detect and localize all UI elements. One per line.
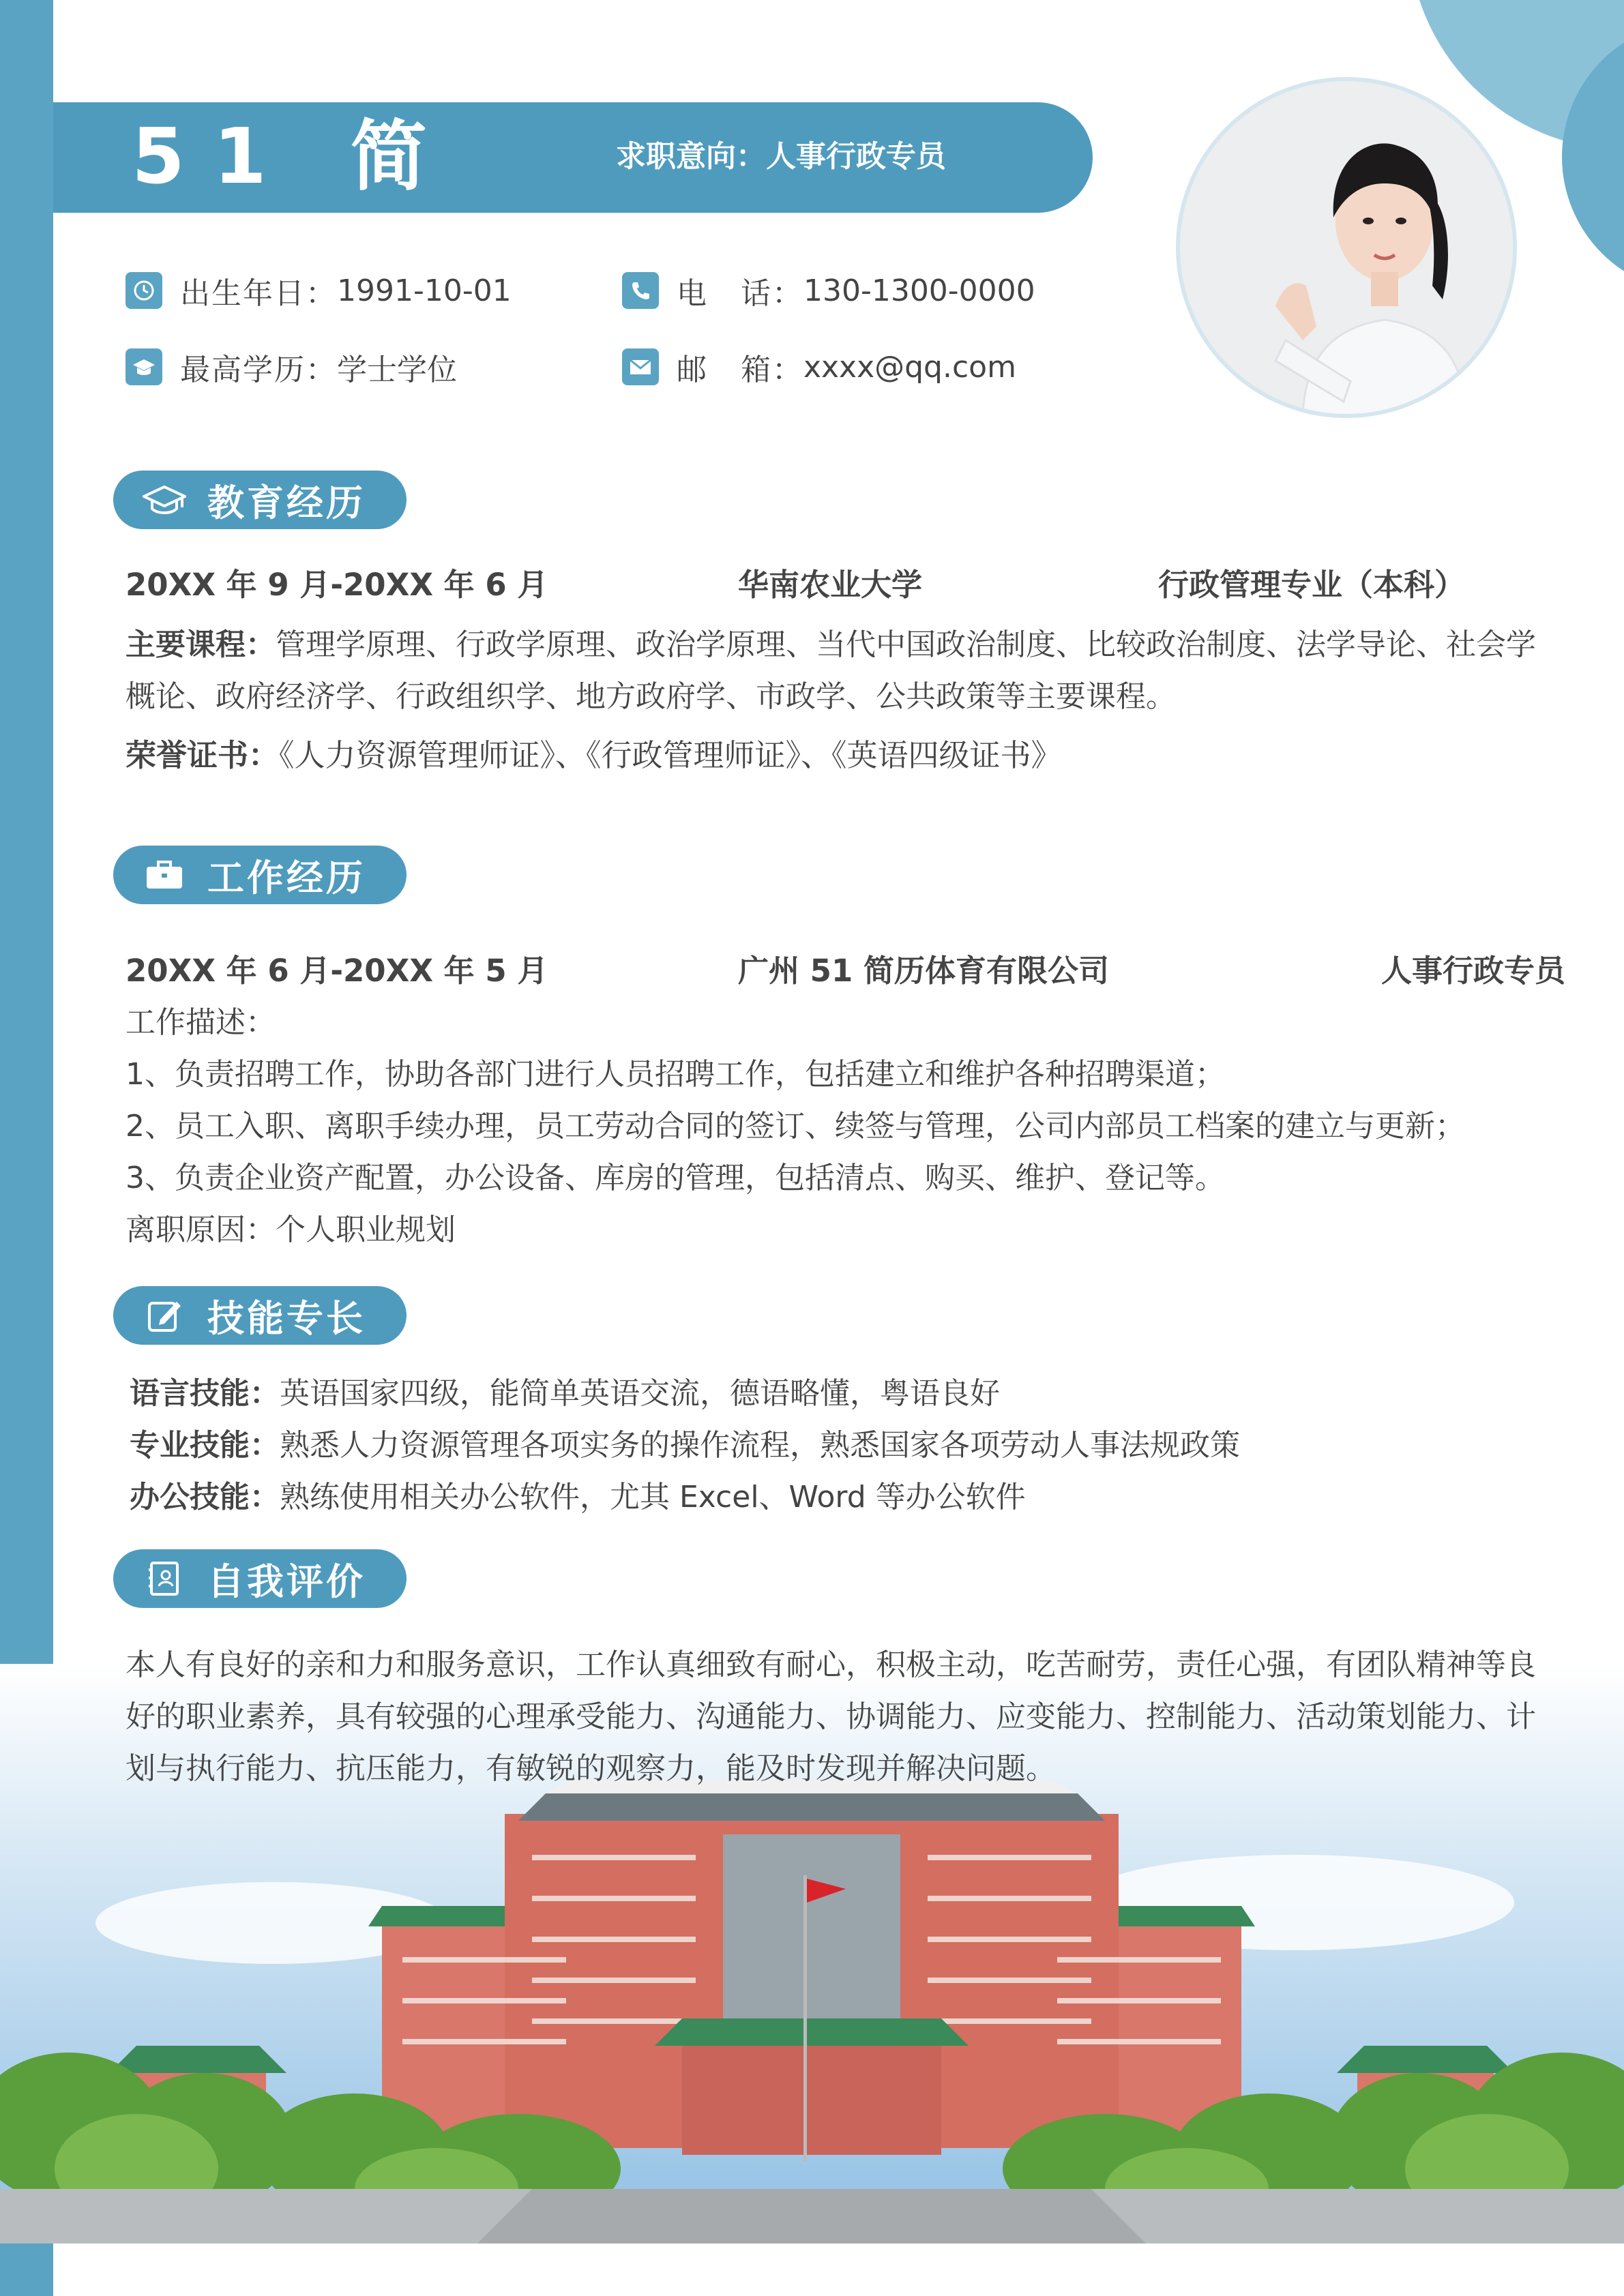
leave-reason: 离职原因：个人职业规划 [126,1212,456,1247]
skill-item [130,1420,1548,1472]
birth-label: 出生年日： [180,276,337,311]
work-item: 3、负责企业资产配置，办公设备、库房的管理，包括清点、购买、维护、登记等。 [126,1161,1225,1195]
birth-value: 1991-10-01 [337,273,512,308]
email-label: 邮 箱： [677,353,803,387]
work-company: 广州 51 简历体育有限公司 [738,953,1109,989]
mail-icon [622,348,659,385]
section-title: 教育经历 [207,481,366,524]
briefcase-icon [141,854,188,895]
phone-icon [622,272,659,309]
avatar [1176,77,1517,418]
section-education-header [113,471,407,529]
education-honors [126,734,1062,777]
skill-text: 英语国家四级，能简单英语交流，德语略懂，粤语良好 [280,1376,1000,1411]
person-photo-icon [1180,81,1517,418]
job-intent: 求职意向：人事行政专员 [616,139,946,174]
self-eval-line: 好的职业素养，具有较强的心理承受能力、沟通能力、协调能力、应变能力、控制能力、活动策划能力、计 [126,1699,1536,1734]
courses-label: 主要课程： [126,627,276,662]
skill-text: 熟练使用相关办公软件，尤其 Excel、Word 等办公软件 [280,1480,1026,1515]
section-skills-header [113,1286,407,1345]
degree-info [126,346,457,387]
work-period: 20XX 年 6 月-20XX 年 5 月 [126,953,548,989]
graduation-cap-icon [141,479,188,520]
email-info [622,346,1016,387]
education-school: 华南农业大学 [738,567,923,603]
education-courses [126,619,1544,723]
self-evaluation-text [126,1639,1544,1795]
self-eval-line: 划与执行能力、抗压能力，有敏锐的观察力，能及时发现并解决问题。 [126,1751,1056,1786]
honors-label: 荣誉证书： [126,737,280,773]
section-title: 工作经历 [207,856,366,899]
education-major: 行政管理专业（本科） [1158,567,1466,603]
phone-label: 电 话： [677,276,803,311]
header-banner [53,102,1093,213]
work-position: 人事行政专员 [1381,953,1566,989]
section-self-eval-header [113,1549,407,1608]
courses-text-cont: 概论、政府经济学、行政组织学、地方政府学、市政学、公共政策等主要课程。 [126,679,1176,714]
phone-value: 130-1300-0000 [803,273,1035,308]
skill-label: 办公技能： [130,1480,280,1515]
section-title: 自我评价 [207,1560,366,1603]
degree-value: 学士学位 [337,353,457,387]
skill-item [130,1368,1548,1420]
profile-book-icon [141,1558,188,1599]
resume-name: 51 简 [132,113,456,201]
skill-item [130,1472,1548,1523]
phone-info [622,270,1035,311]
skills-list [130,1368,1548,1523]
courses-text: 管理学原理、行政学原理、政治学原理、当代中国政治制度、比较政治制度、法学导论、社会学 [276,627,1536,662]
work-desc-label: 工作描述： [126,1005,276,1040]
work-description [126,997,1544,1256]
edit-icon [141,1295,188,1336]
degree-label: 最高学历： [180,353,337,387]
skill-text: 熟悉人力资源管理各项实务的操作流程，熟悉国家各项劳动人事法规政策 [280,1428,1240,1463]
graduation-icon [126,348,162,385]
email-value: xxxx@qq.com [803,349,1016,385]
birth-info [126,270,512,311]
work-item: 1、负责招聘工作，协助各部门进行人员招聘工作，包括建立和维护各种招聘渠道； [126,1057,1225,1092]
honors-text: 《人力资源管理师证》、《行政管理师证》、《英语四级证书》 [279,737,1062,773]
skill-label: 语言技能： [130,1376,280,1411]
skill-label: 专业技能： [130,1428,280,1463]
clock-icon [126,272,162,309]
section-work-header [113,846,407,904]
education-period: 20XX 年 9 月-20XX 年 6 月 [126,567,548,603]
self-eval-line: 本人有良好的亲和力和服务意识，工作认真细致有耐心，积极主动，吃苦耐劳，责任心强，有团队精神等良 [126,1648,1536,1682]
work-item: 2、员工入职、离职手续办理，员工劳动合同的签订、续签与管理，公司内部员工档案的建立与更新； [126,1109,1465,1144]
section-title: 技能专长 [207,1296,366,1340]
